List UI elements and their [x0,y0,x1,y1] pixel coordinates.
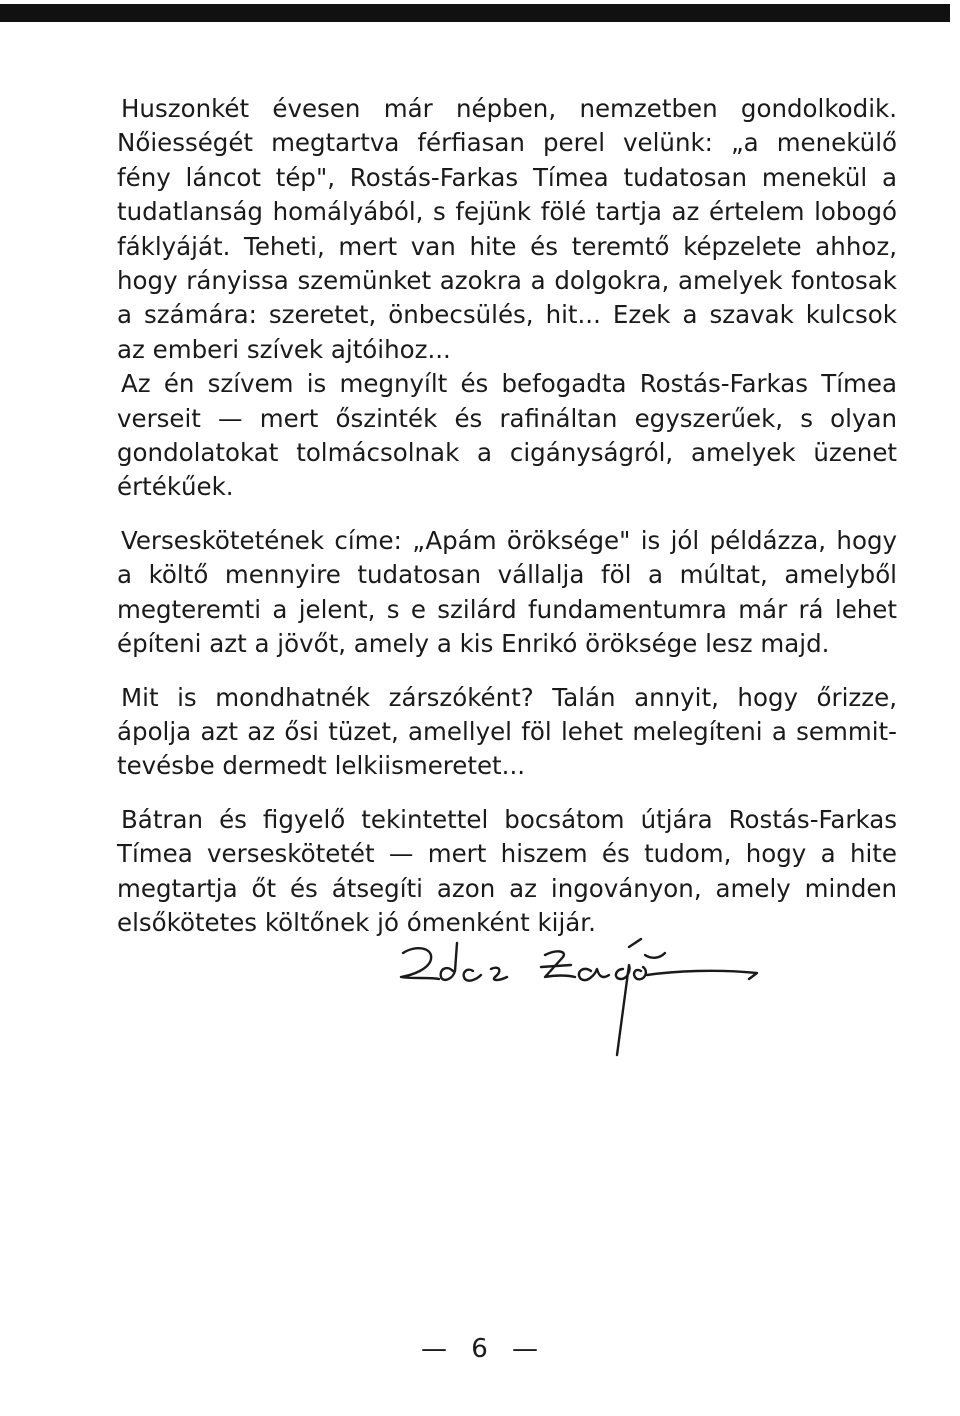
page-number-dash-left: — [420,1334,448,1364]
top-rule [0,4,950,22]
paragraph-3: Verseskötetének címe: „Apám öröksége" is jól példázza, hogy a költő mennyire tudatosan vállalja föl a múltat, amelyből megteremti a jelent, s e szilárd fundamentumra már rá lehet építeni azt a jövőt, amely a kis Enrikó öröksége lesz majd. [117,525,897,659]
paragraph-5: Bátran és figyelő tekintettel bocsátom útjára Rostás-Farkas Tímea verseskötetét — mert hiszem és tudom, hogy a hite megtartja őt és átsegíti azon az ingoványon, amely minden elsőkötetes költőnek jó ómenként kijár. [117,804,897,937]
paragraph-1: Huszonkét évesen már népben, nemzetben gondolkodik. Nőiességét megtartva férfiasan perel velünk: „a menekülő fény láncot tép", Rostás-Farkas Tímea tudatosan menekül a tudatlanság homályából, s fejünk fölé tartja az értelem lobogó fáklyáját. Teheti, mert van hite és teremtő képzelete ahhoz, hogy rányissa szemünket azokra a dolgokra, amelyek fontosak a számára: szeretet, önbecsülés, hit... Ezek a szavak kulcsok az emberi szívek ajtóihoz... [117,94,897,364]
paragraph-4: Mit is mondhatnék zárszóként? Talán annyit, hogy őrizze, ápolja azt az ősi tüzet, amellyel föl lehet melegíteni a semmittevésbe dermedt lelkiismeretet... [117,682,897,781]
handwritten-signature [395,935,775,1065]
page-number-dash-right: — [512,1334,540,1364]
paragraph-2: Az én szívem is megnyílt és befogadta Rostás-Farkas Tímea verseit — mert őszinték és rafináltan egyszerűek, s olyan gondolatokat tolmácsolnak a cigányságról, amelyek üzenet értékűek. [117,369,897,502]
page-number [0,1334,960,1364]
text-block [117,92,897,959]
page-number-value: 6 [471,1334,489,1364]
